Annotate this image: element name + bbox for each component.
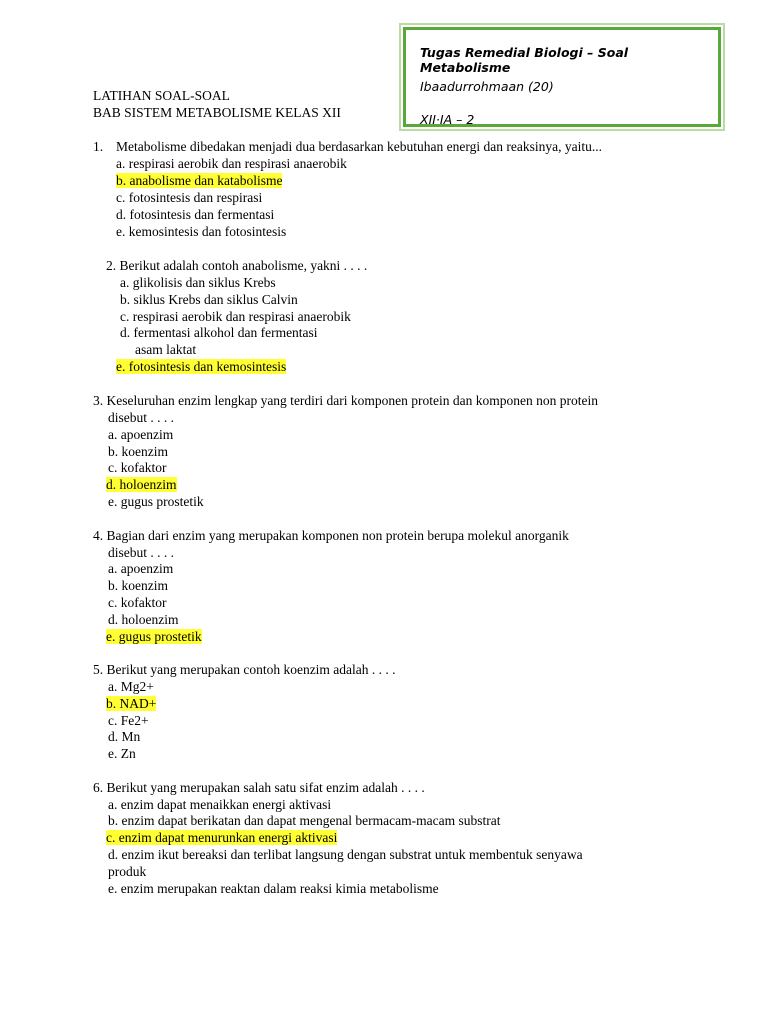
- option: d. Mn: [108, 729, 141, 744]
- option-continuation: produk: [108, 864, 147, 879]
- option: a. apoenzim: [108, 427, 174, 442]
- option: d. fermentasi alkohol dan fermentasi: [120, 325, 318, 340]
- option: a. Mg2+: [108, 679, 154, 694]
- option: e. Zn: [108, 746, 136, 761]
- question-text: 4. Bagian dari enzim yang merupakan komponen non protein berupa molekul anorganik: [93, 528, 569, 543]
- answer-option-highlighted: e. fotosintesis dan kemosintesis: [116, 359, 287, 374]
- student-info-box: [403, 27, 721, 127]
- question-text: 3. Keseluruhan enzim lengkap yang terdiri dari komponen protein dan komponen non protein: [93, 393, 598, 408]
- assignment-title: Tugas Remedial Biologi – Soal Metabolisme: [420, 45, 629, 75]
- option: a. glikolisis dan siklus Krebs: [120, 275, 276, 290]
- question-number: 1.: [93, 139, 104, 154]
- answer-option-highlighted: b. NAD+: [106, 696, 157, 711]
- option: b. enzim dapat berikatan dan dapat mengenal bermacam-macam substrat: [108, 813, 501, 828]
- answer-option-highlighted: b. anabolisme dan katabolisme: [116, 173, 283, 188]
- question-text: 2. Berikut adalah contoh anabolisme, yakni . . . .: [106, 258, 368, 273]
- option: a. respirasi aerobik dan respirasi anaerobik: [116, 156, 347, 171]
- student-name: Ibaadurrohmaan (20): [420, 79, 554, 94]
- question-text: Metabolisme dibedakan menjadi dua berdasarkan kebutuhan energi dan reaksinya, yaitu...: [116, 139, 602, 154]
- option: c. fotosintesis dan respirasi: [116, 190, 263, 205]
- option: b. siklus Krebs dan siklus Calvin: [120, 292, 298, 307]
- option: e. gugus prostetik: [108, 494, 204, 509]
- option: c. Fe2+: [108, 713, 149, 728]
- doc-subtitle: BAB SISTEM METABOLISME KELAS XII: [93, 105, 341, 120]
- option: e. kemosintesis dan fotosintesis: [116, 224, 287, 239]
- option: e. enzim merupakan reaktan dalam reaksi kimia metabolisme: [108, 881, 439, 896]
- option: b. koenzim: [108, 444, 168, 459]
- option: c. kofaktor: [108, 460, 167, 475]
- option: b. koenzim: [108, 578, 168, 593]
- question-text: 6. Berikut yang merupakan salah satu sifat enzim adalah . . . .: [93, 780, 425, 795]
- doc-title: LATIHAN SOAL-SOAL: [93, 88, 230, 103]
- option: a. enzim dapat menaikkan energi aktivasi: [108, 797, 332, 812]
- answer-option-highlighted: c. enzim dapat menurunkan energi aktivasi: [106, 830, 338, 845]
- option: d. holoenzim: [108, 612, 179, 627]
- answer-option-highlighted: d. holoenzim: [106, 477, 177, 492]
- option: d. enzim ikut bereaksi dan terlibat langsung dengan substrat untuk membentuk senyawa: [108, 847, 583, 862]
- question-text-continuation: disebut . . . .: [108, 545, 174, 560]
- option: c. kofaktor: [108, 595, 167, 610]
- student-class: XII·IA – 2: [420, 112, 475, 127]
- option: d. fotosintesis dan fermentasi: [116, 207, 275, 222]
- answer-option-highlighted: e. gugus prostetik: [106, 629, 202, 644]
- option-continuation: asam laktat: [135, 342, 197, 357]
- option: c. respirasi aerobik dan respirasi anaerobik: [120, 309, 351, 324]
- question-text-continuation: disebut . . . .: [108, 410, 174, 425]
- option: a. apoenzim: [108, 561, 174, 576]
- question-text: 5. Berikut yang merupakan contoh koenzim adalah . . . .: [93, 662, 396, 677]
